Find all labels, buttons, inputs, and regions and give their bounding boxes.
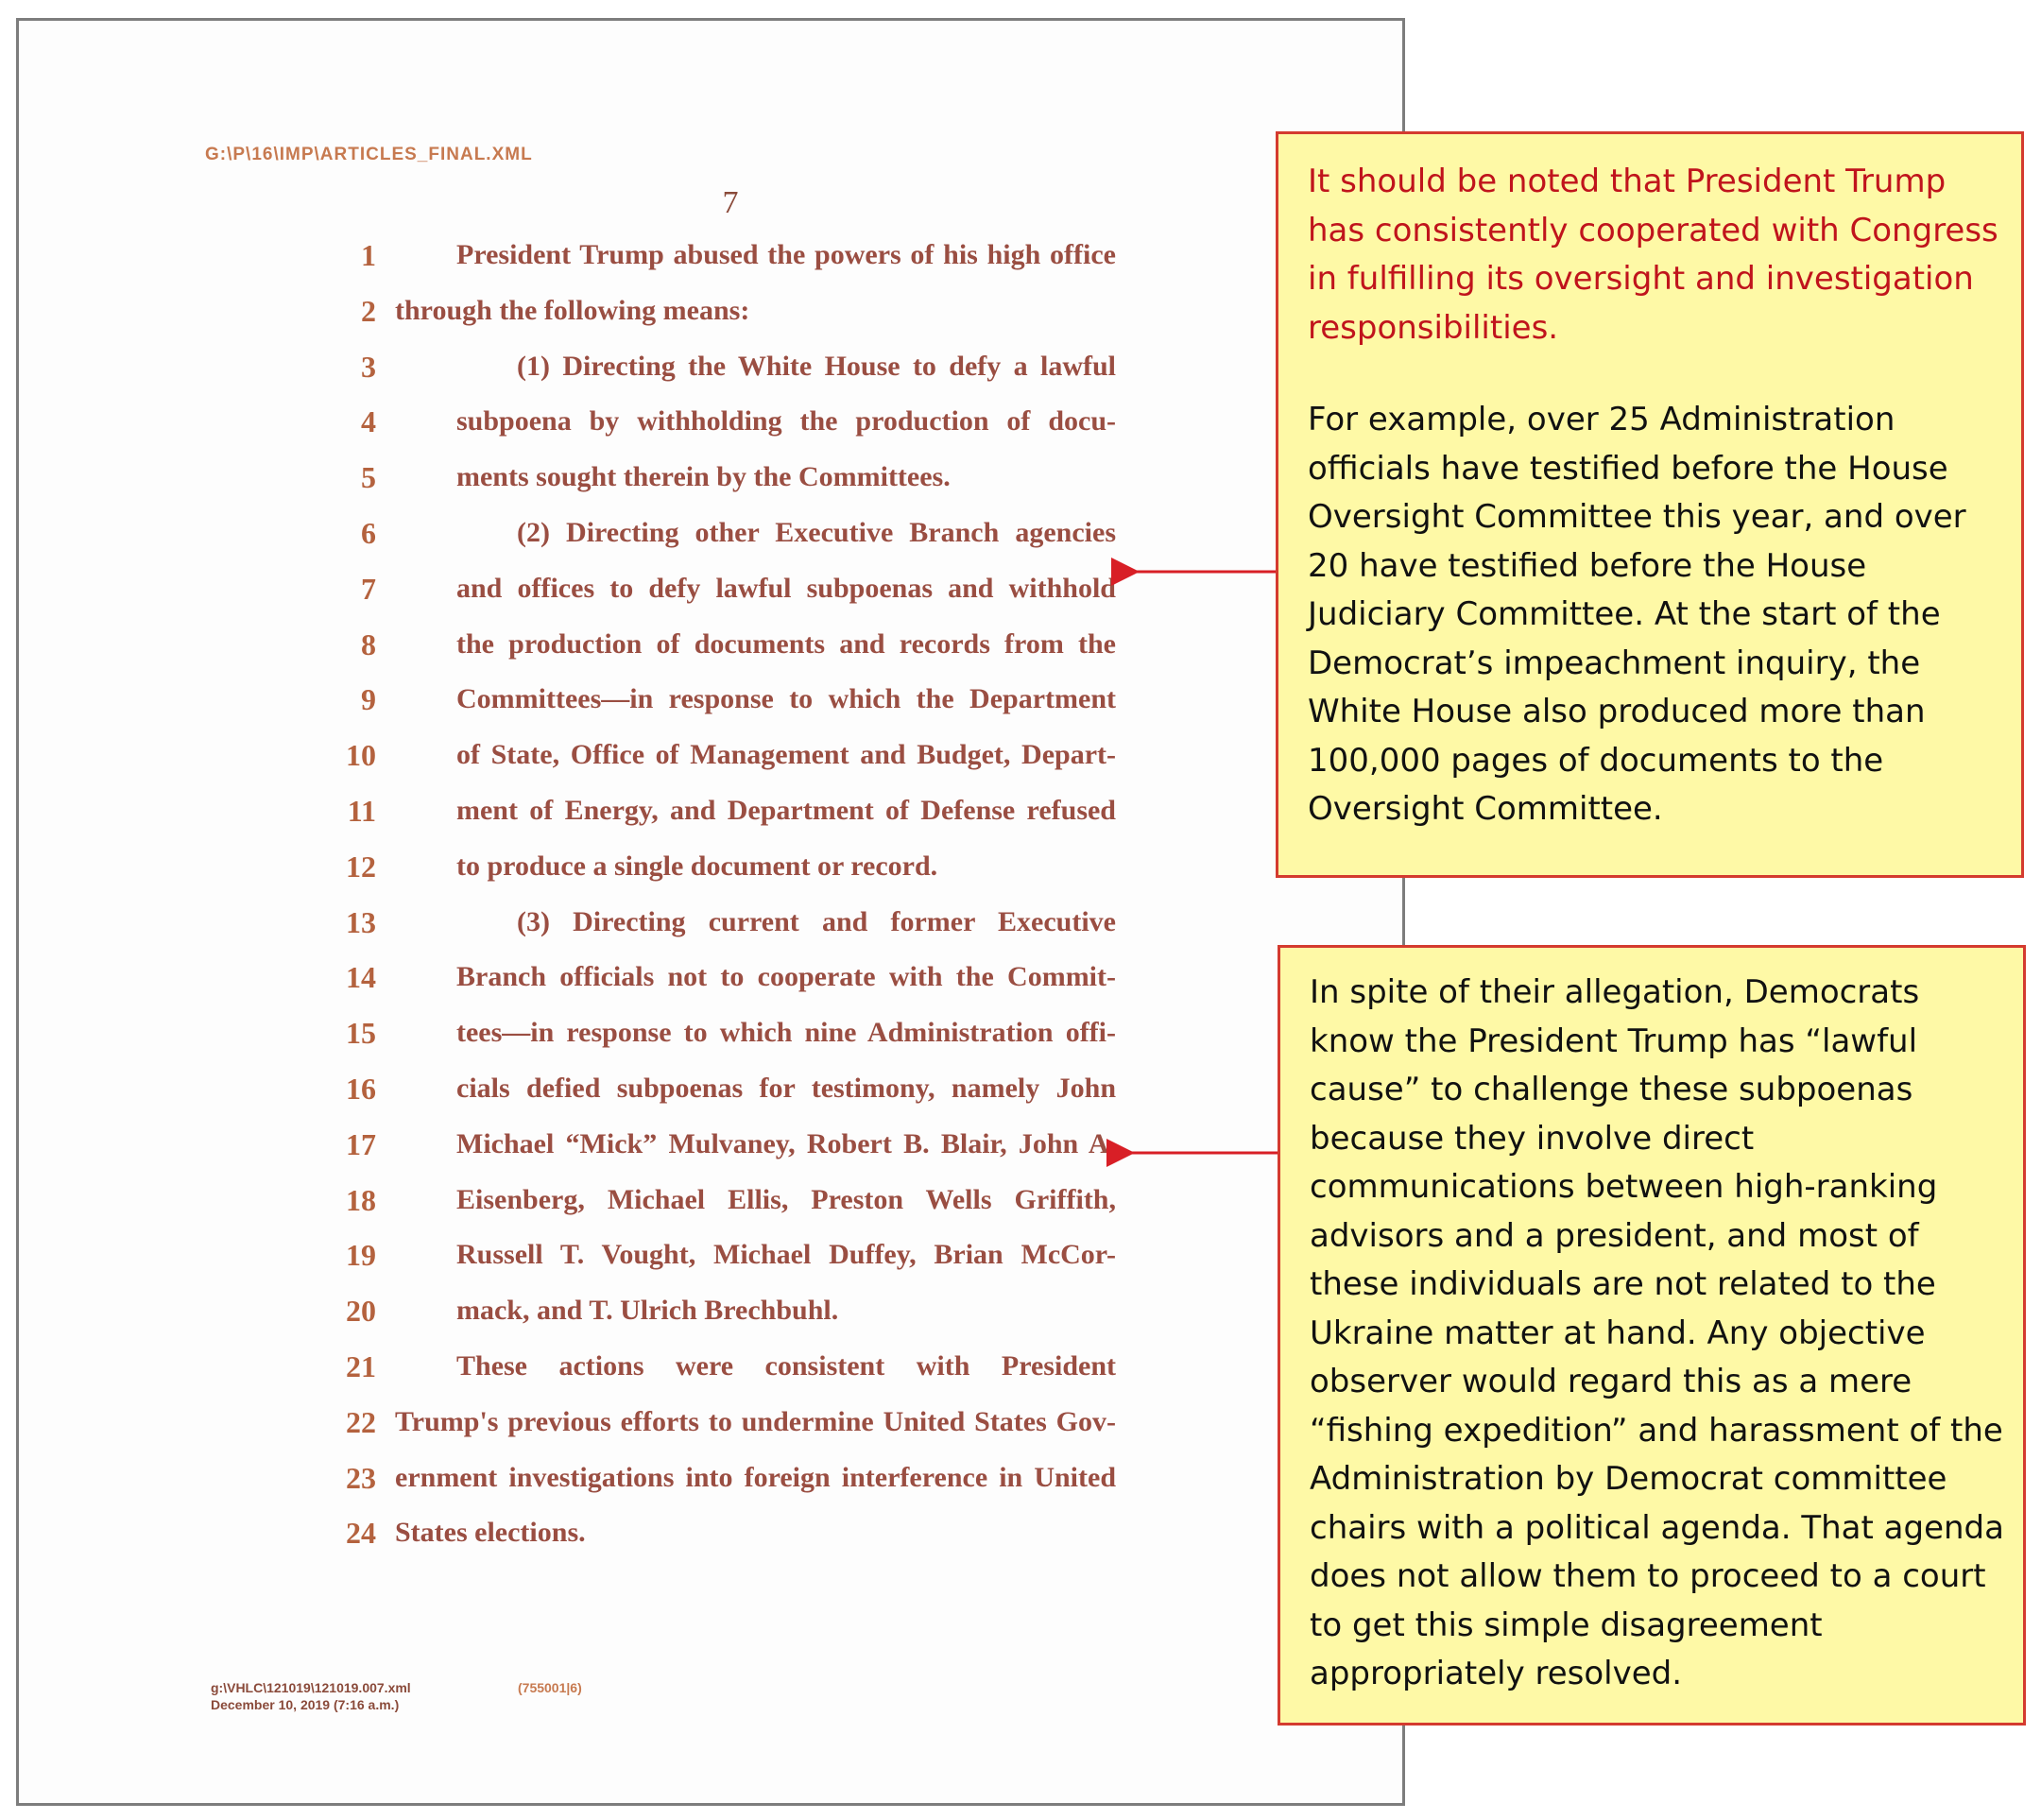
callout-intro-text: It should be noted that President Trump has consistently cooperated with Congress in fulfilling its oversight and investigation responsibilities. [1308, 163, 1998, 347]
line-text: Russell T. Vought, Michael Duffey, Brian McCor- [456, 1239, 1116, 1271]
line-text: to produce a single document or record. [456, 850, 938, 882]
line-number: 6 [361, 516, 376, 550]
footer-date: December 10, 2019 (7:16 a.m.) [211, 1697, 400, 1712]
line-number: 14 [346, 960, 376, 995]
line-number: 1 [361, 238, 376, 272]
line-text: These actions were consistent with President [456, 1350, 1116, 1382]
line-number: 9 [361, 682, 376, 717]
line-number: 24 [346, 1516, 376, 1551]
line-text: ments sought therein by the Committees. [456, 461, 951, 493]
line-text: Eisenberg, Michael Ellis, Preston Wells Griffith, [456, 1183, 1116, 1215]
line-number: 5 [361, 460, 376, 495]
line-number: 13 [346, 904, 376, 939]
line-text: (2) Directing other Executive Branch agencies [517, 517, 1116, 548]
line-text: Branch officials not to cooperate with the Commit- [456, 961, 1116, 993]
line-number: 15 [346, 1016, 376, 1051]
footer-file-path: g:\VHLC\121019\121019.007.xml [211, 1680, 411, 1695]
line-number: 20 [346, 1294, 376, 1329]
line-text: cials defied subpoenas for testimony, namely John [456, 1073, 1116, 1104]
line-number: 22 [346, 1404, 376, 1439]
line-text: mack, and T. Ulrich Brechbuhl. [456, 1295, 839, 1327]
line-number: 7 [361, 571, 376, 606]
callout-body-text: In spite of their allegation, Democrats know the President Trump has “lawful cause” to challenge these subpoenas because they involve direct communications between high-ranking advisors and a president, and most of these individuals are not related to the Ukraine matter at hand. Any objective observer would regard this as a mere “fishing expedition” and harassment of the Administration by Democrat committee chairs with a political agenda. That agenda does not allow them to proceed to a court to get this simple disagreement appropriately resolved. [1310, 973, 2004, 1692]
line-number: 17 [346, 1126, 376, 1161]
footer-code: (755001|6) [518, 1680, 582, 1695]
line-number: 3 [361, 349, 376, 384]
line-number: 19 [346, 1238, 376, 1273]
line-text: Michael “Mick” Mulvaney, Robert B. Blair, John A. [456, 1127, 1116, 1159]
line-number: 18 [346, 1182, 376, 1217]
line-text: of State, Office of Management and Budget, Depart- [456, 739, 1116, 771]
line-text: tees—in response to which nine Administration offi- [456, 1017, 1116, 1049]
line-text: President Trump abused the powers of his high office [456, 239, 1116, 270]
callout-cooperation [1276, 131, 2024, 878]
line-text: subpoena by withholding the production of docu- [456, 405, 1116, 438]
line-text: Trump's previous efforts to undermine United States Gov- [395, 1405, 1116, 1437]
line-number: 12 [346, 849, 376, 884]
callout-body-text: For example, over 25 Administration officials have testified before the House Oversight Committee this year, and over 20 have testified before the House Judiciary Committee. At the start of the Democrat’s impeachment inquiry, the White House also produced more than 100,000 pages of documents to the Oversight Committee. [1308, 401, 1966, 828]
callout-lawful-cause [1278, 945, 2026, 1726]
document-header-code: G:\P\16\IMP\ARTICLES_FINAL.XML [205, 145, 533, 164]
line-number: 23 [346, 1460, 376, 1495]
line-text: and offices to defy lawful subpoenas and withhold [456, 572, 1116, 604]
line-number: 16 [346, 1072, 376, 1106]
line-number: 10 [346, 738, 376, 773]
line-number: 4 [361, 404, 376, 439]
line-number: 8 [361, 627, 376, 661]
page-number: 7 [722, 185, 739, 220]
line-text: (3) Directing current and former Executive [517, 905, 1116, 937]
line-text: the production of documents and records from the [456, 627, 1116, 660]
line-text: through the following means: [395, 294, 750, 326]
line-number: 21 [346, 1349, 376, 1383]
line-text: Committees—in response to which the Department [456, 683, 1116, 715]
line-text: (1) Directing the White House to defy a lawful [517, 350, 1116, 382]
line-number: 2 [361, 293, 376, 328]
line-text: States elections. [395, 1517, 586, 1549]
line-text: ment of Energy, and Department of Defense refused [456, 795, 1116, 826]
line-number: 11 [347, 794, 376, 828]
line-text: ernment investigations into foreign interference in United [395, 1461, 1116, 1493]
